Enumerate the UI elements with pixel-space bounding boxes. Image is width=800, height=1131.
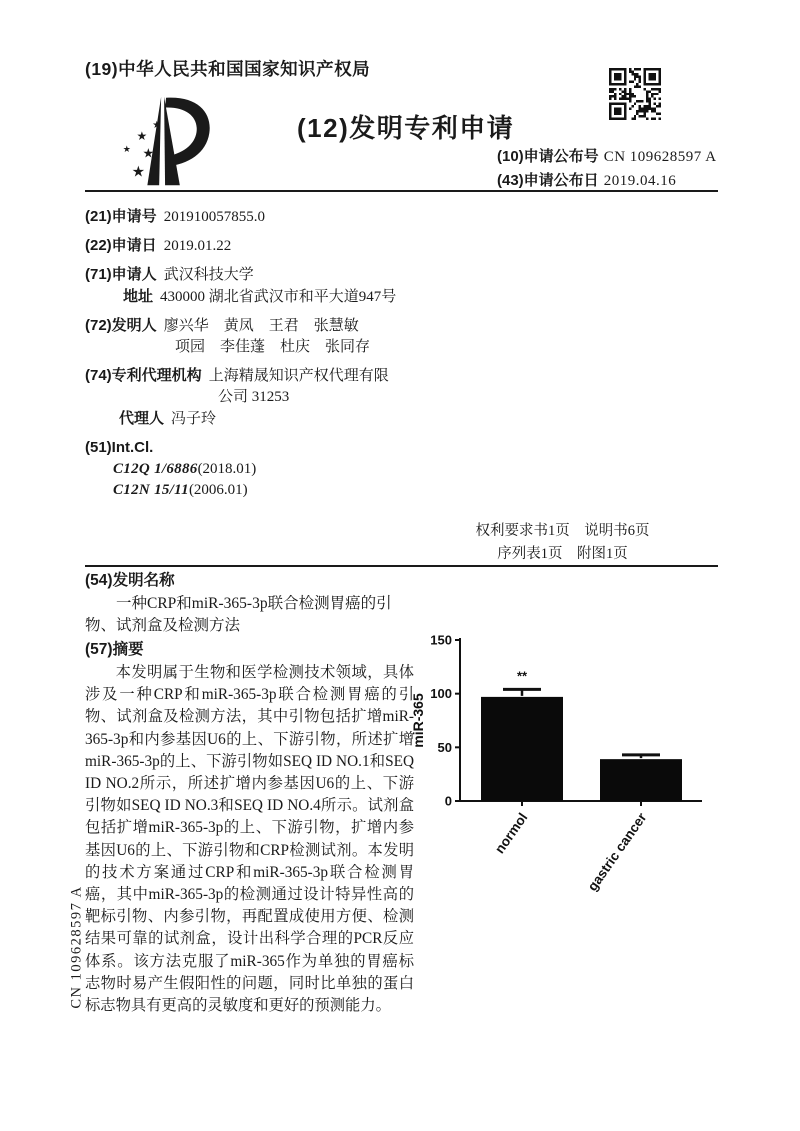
invention-title-label: (54)发明名称 xyxy=(85,572,175,589)
int-cl-year-1: (2018.01) xyxy=(197,461,257,477)
svg-text:gastric cancer: gastric cancer xyxy=(584,810,650,894)
address-value: 430000 湖北省武汉市和平大道947号 xyxy=(160,289,397,305)
application-date-value: 2019.01.22 xyxy=(163,238,232,254)
section-divider xyxy=(85,565,718,567)
svg-text:★: ★ xyxy=(152,120,162,132)
invention-title-text: 一种CRP和miR-365-3p联合检测胃癌的引物、试剂盒及检测方法 xyxy=(85,595,392,634)
int-cl-entry-2 xyxy=(85,480,430,501)
agency-row xyxy=(85,365,430,387)
int-cl-row xyxy=(85,437,430,459)
patent-office-name: (19)中华人民共和国国家知识产权局 xyxy=(85,59,371,79)
inventors-label: (72)发明人 xyxy=(85,317,157,334)
abstract-figure-bar-chart xyxy=(410,623,712,910)
page-counts-line2: 序列表1页 附图1页 xyxy=(497,546,628,562)
int-cl-label: (51)Int.Cl. xyxy=(85,439,154,456)
qr-code-icon xyxy=(609,66,661,122)
title-abstract-column xyxy=(85,570,414,1017)
agent-label: 代理人 xyxy=(119,410,165,427)
agent-row xyxy=(85,408,430,430)
bibliographic-data xyxy=(85,199,430,501)
publication-date-line xyxy=(497,169,676,190)
svg-text:50: 50 xyxy=(437,739,452,755)
int-cl-entry-1 xyxy=(85,459,430,480)
publication-number-value: CN 109628597 A xyxy=(603,149,717,165)
agency-label: (74)专利代理机构 xyxy=(85,367,202,384)
svg-text:★: ★ xyxy=(131,164,145,181)
applicant-row xyxy=(85,264,430,286)
application-number-label: (21)申请号 xyxy=(85,208,157,225)
applicant-label: (71)申请人 xyxy=(85,266,157,283)
cnipa-logo-icon xyxy=(110,93,228,193)
publication-number-line xyxy=(497,145,717,166)
int-cl-code-1: C12Q 1/6886 xyxy=(113,461,198,477)
address-row xyxy=(85,286,430,308)
svg-text:0: 0 xyxy=(444,793,452,809)
svg-text:150: 150 xyxy=(430,632,452,648)
page-counts xyxy=(455,520,670,566)
application-date-label: (22)申请日 xyxy=(85,237,157,254)
application-date-row xyxy=(85,235,430,257)
header-divider xyxy=(85,190,718,192)
abstract-label: (57)摘要 xyxy=(85,641,144,658)
svg-text:**: ** xyxy=(516,668,528,684)
svg-text:★: ★ xyxy=(136,129,148,144)
mir365-bar-chart xyxy=(410,623,712,910)
publication-number-label: (10)申请公布号 xyxy=(497,148,599,165)
inventors-row xyxy=(85,315,430,337)
int-cl-year-2: (2006.01) xyxy=(188,482,248,498)
agency-name-line2: 公司 31253 xyxy=(218,389,290,405)
address-label: 地址 xyxy=(123,288,154,305)
page-counts-line1: 权利要求书1页 说明书6页 xyxy=(475,523,650,539)
application-number-row xyxy=(85,206,430,228)
agent-value: 冯子玲 xyxy=(171,411,217,427)
inventors-line1: 廖兴华 黄凤 王君 张慧敏 xyxy=(163,318,359,334)
publication-date-label: (43)申请公布日 xyxy=(497,172,599,189)
side-publication-code: CN 109628597 A xyxy=(68,885,85,1009)
agency-row-2 xyxy=(85,387,430,408)
inventors-line2: 项园 李佳蓬 杜庆 张同存 xyxy=(175,339,371,355)
publication-date-value: 2019.04.16 xyxy=(603,173,677,189)
document-type-title: (12)发明专利申请 xyxy=(297,113,515,143)
application-number-value: 201910057855.0 xyxy=(163,209,265,225)
svg-text:normol: normol xyxy=(491,810,531,857)
int-cl-code-2: C12N 15/11 xyxy=(113,482,189,498)
svg-text:★: ★ xyxy=(142,146,154,161)
inventors-row-2 xyxy=(85,337,430,358)
svg-text:100: 100 xyxy=(430,686,452,702)
abstract-text: 本发明属于生物和医学检测技术领域，具体涉及一种CRP和miR-365-3p联合检测胃癌的引物、试剂盒及检测方法，其中引物包括扩增miR-365-3p和内参基因U6的上、下游引物，所述扩增miR-365-3p的上、下游引物如SEQ ID NO.1和SEQ ID NO.2所示，所述扩增内参基因U6的上、下游引物如SEQ ID NO.3和SEQ ID NO.4所示。试剂盒包括扩增miR-365-3p的上、下游引物，扩增内参基因U6的上、下游引物和CRP检测试剂。本发明的技术方案通过CRP和miR-365-3p联合检测胃癌，其中miR-365-3p的检测通过设计特异性高的靶标引物、内参引物，再配置成使用方便、检测结果可靠的试剂盒，设计出科学合理的PCR反应体系。该方法克服了miR-365作为单独的胃癌标志物时易产生假阳性的问题，同时比单独的蛋白标志物具有更高的灵敏度和更好的预测能力。 xyxy=(85,664,414,1015)
svg-text:miR-365: miR-365 xyxy=(410,693,426,748)
agency-name-line1: 上海精晟知识产权代理有限 xyxy=(208,368,389,384)
svg-text:★: ★ xyxy=(122,143,131,154)
applicant-value: 武汉科技大学 xyxy=(163,267,254,283)
